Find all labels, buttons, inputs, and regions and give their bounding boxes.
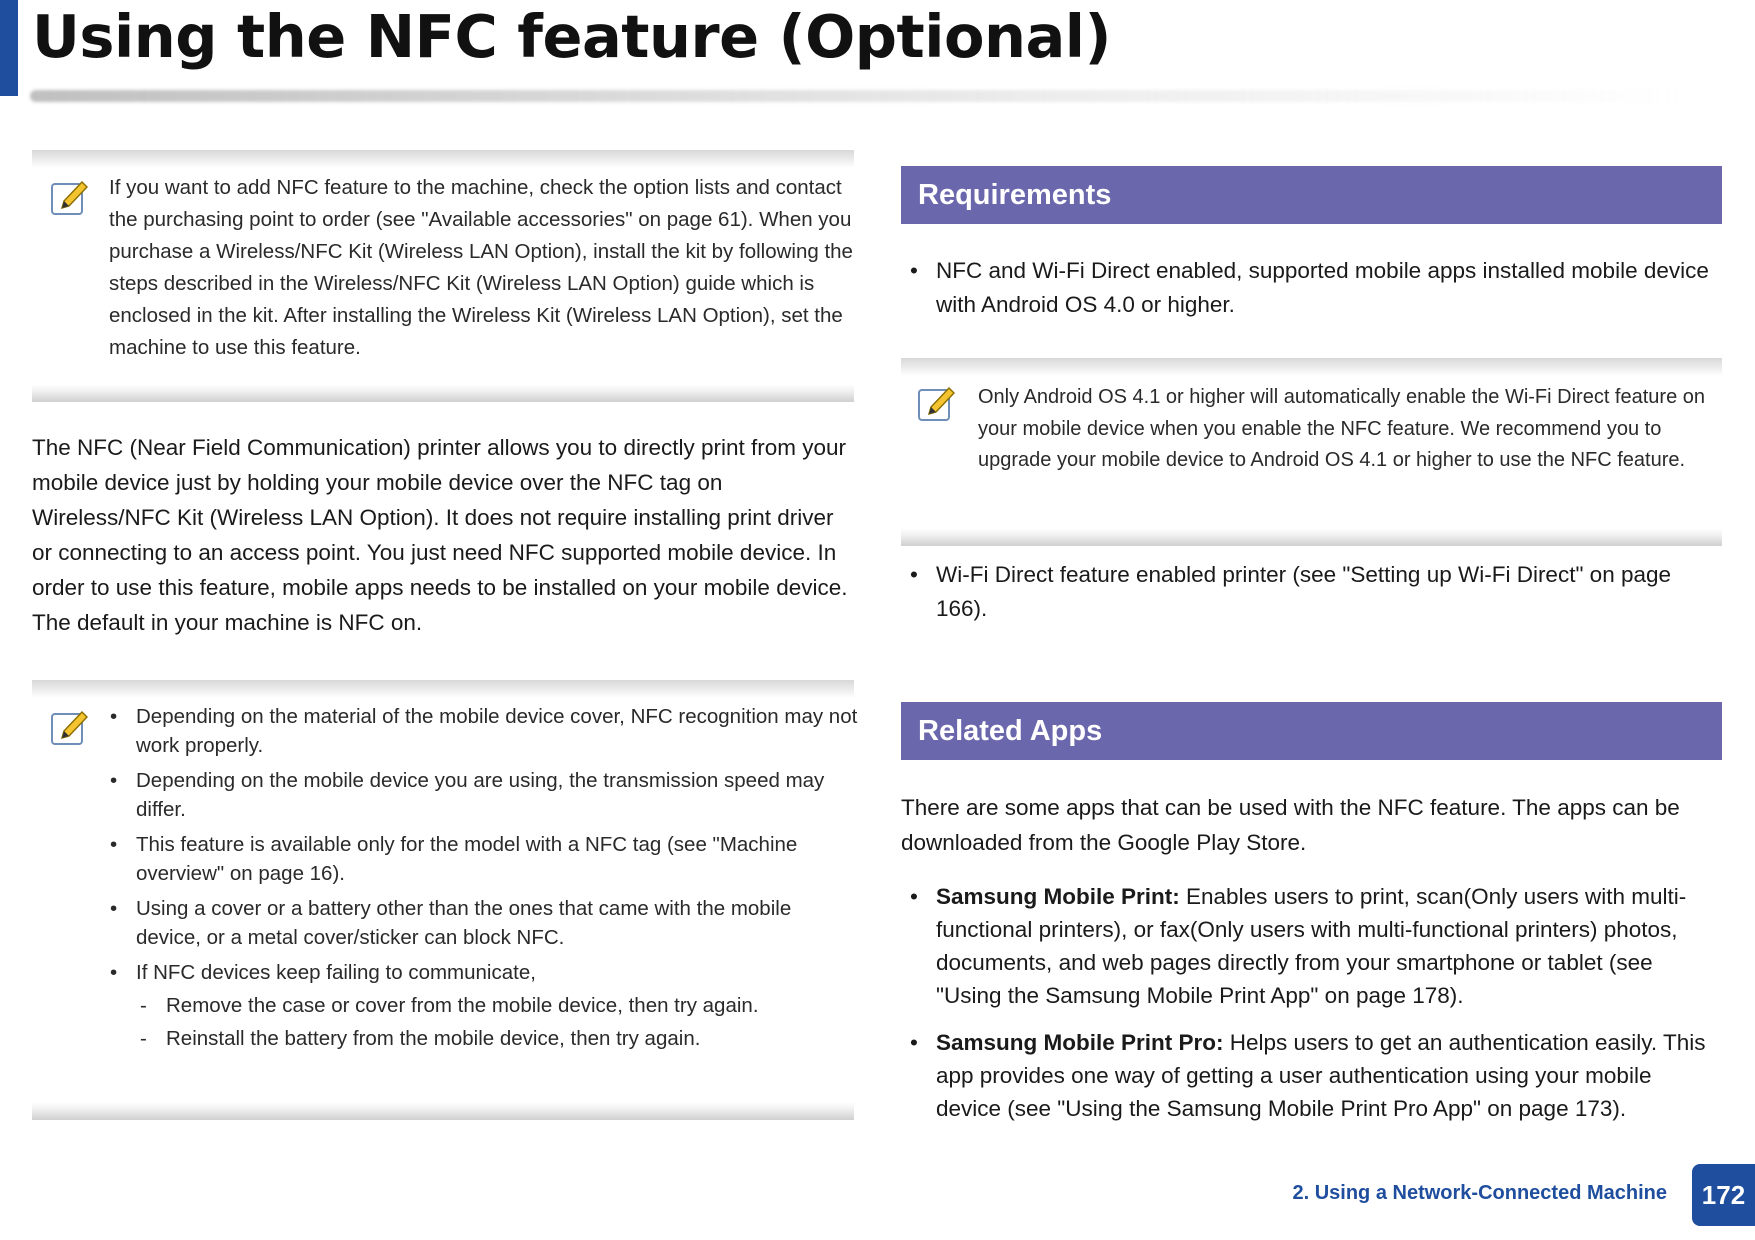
list-item: • Depending on the mobile device you are using, the transmission speed may differ.	[106, 766, 858, 824]
app-name: Samsung Mobile Print:	[936, 884, 1180, 909]
app-description: Helps users to get an authentication easily. This app provides one way of getting a user authentication using your mobile device (see "Using the Samsung Mobile Print Pro App" on page 173).	[936, 1030, 1706, 1121]
note-text: If you want to add NFC feature to the machine, check the option lists and contact the purchasing point to order (see "Available accessories" on page 61). When you purchase a Wireless/NFC Kit (Wireless LAN Option), install the kit by following the steps described in the Wireless/NFC Kit (Wireless LAN Option) guide which is enclosed in the kit. After installing the Wireless Kit (Wireless LAN Option), set the machine to use this feature.	[109, 176, 853, 359]
title-rule	[30, 90, 1680, 102]
page-title: Using the NFC feature (Optional)	[32, 2, 1111, 71]
list-item-text: If NFC devices keep failing to communicate,	[136, 961, 536, 984]
note-box-nfc-tips	[32, 680, 858, 1120]
note-text	[106, 702, 858, 1053]
list-item: • Using a cover or a battery other than the ones that came with the mobile device, or a metal cover/sticker can block NFC.	[106, 894, 858, 952]
related-apps-heading: Related Apps	[901, 702, 1722, 760]
note-text: Only Android OS 4.1 or higher will automatically enable the Wi-Fi Direct feature on your mobile device when you enable the NFC feature. We recommend you to upgrade your mobile device to Android OS 4.1 or higher to use the NFC feature.	[978, 386, 1706, 471]
list-item: • Depending on the material of the mobile device cover, NFC recognition may not work properly.	[106, 702, 858, 760]
note-bottom-band	[32, 384, 854, 402]
sub-list-item: - Remove the case or cover from the mobile device, then try again.	[136, 991, 858, 1020]
sub-list	[136, 991, 858, 1053]
list-item-samsung-mobile-print-pro	[906, 1026, 1722, 1125]
app-name: Samsung Mobile Print Pro:	[936, 1030, 1224, 1055]
requirements-heading: Requirements	[901, 166, 1722, 224]
requirements-list-1	[906, 254, 1722, 322]
sub-list-item: - Reinstall the battery from the mobile device, then try again.	[136, 1024, 858, 1053]
footer-chapter: 2. Using a Network-Connected Machine	[1292, 1182, 1667, 1204]
note-top-band	[901, 358, 1722, 376]
intro-paragraph: The NFC (Near Field Communication) printer allows you to directly print from your mobile device just by holding your mobile device over the NFC tag on Wireless/NFC Kit (Wireless LAN Option). It does not require installing print driver or connecting to an access point. You just need NFC supported mobile device. In order to use this feature, mobile apps needs to be installed on your mobile device. The default in your machine is NFC on.	[32, 435, 848, 635]
list-item: • NFC and Wi-Fi Direct enabled, supported mobile apps installed mobile device with Android OS 4.0 or higher.	[906, 254, 1722, 322]
list-item: • Wi-Fi Direct feature enabled printer (see "Setting up Wi-Fi Direct" on page 166).	[906, 558, 1722, 626]
note-pencil-icon	[915, 382, 959, 426]
note-bottom-band	[32, 1102, 854, 1120]
requirements-list-2	[906, 558, 1722, 626]
list-item-samsung-mobile-print	[906, 880, 1722, 1012]
note-box-android	[901, 358, 1722, 546]
note-top-band	[32, 150, 854, 168]
related-apps-list	[906, 880, 1722, 1125]
page-number: 172	[1692, 1164, 1755, 1226]
note-pencil-icon	[48, 176, 92, 220]
related-apps-intro: There are some apps that can be used with the NFC feature. The apps can be downloaded from the Google Play Store.	[901, 795, 1680, 855]
title-accent-bar	[0, 0, 18, 96]
list-item: • This feature is available only for the model with a NFC tag (see "Machine overview" on page 16).	[106, 830, 858, 888]
note-pencil-icon	[48, 706, 92, 750]
note-top-band	[32, 680, 854, 698]
list-item	[106, 958, 858, 1053]
note-bottom-band	[901, 528, 1722, 546]
app-description: Enables users to print, scan(Only users with multi-functional printers), or fax(Only users with multi-functional printers) photos, documents, and web pages directly from your smartphone or tablet (see "Using the Samsung Mobile Print App" on page 178).	[936, 884, 1687, 1008]
note-box-add-nfc	[32, 150, 854, 402]
